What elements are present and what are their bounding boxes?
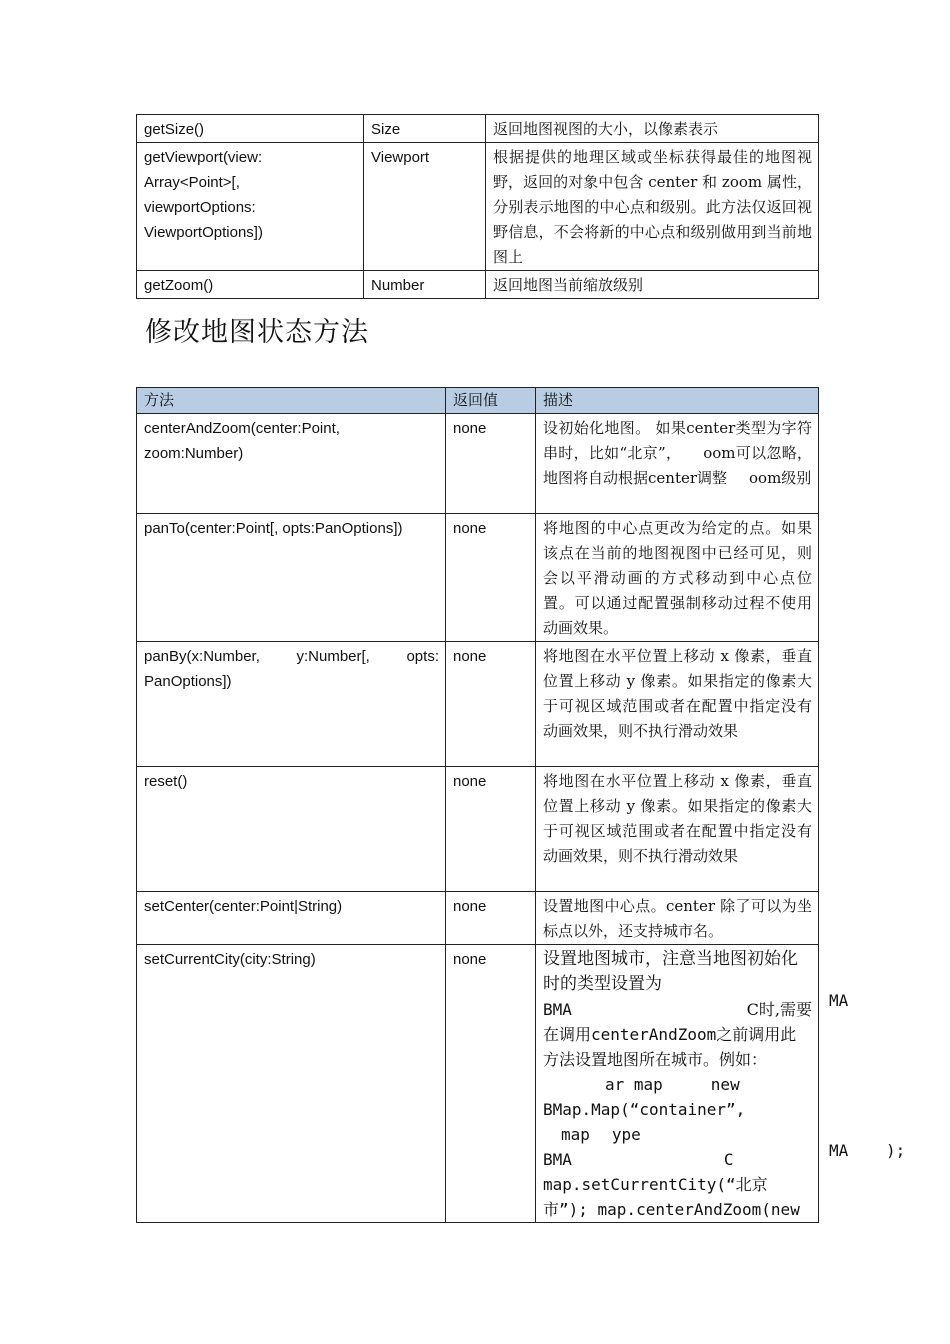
methods-table-top <box>136 114 819 299</box>
method-cell <box>137 143 364 271</box>
column-header-return: 返回值 <box>446 388 536 414</box>
method-line: zoom:Number) <box>144 445 244 462</box>
description-line: 设置地图城市，注意当地图初始化时的类型设置为 <box>543 949 798 994</box>
method-line: ViewportOptions]) <box>144 224 263 241</box>
method-cell: getZoom() <box>137 271 364 299</box>
table-row <box>137 414 819 514</box>
return-cell: Size <box>364 115 486 143</box>
method-cell: reset() <box>137 767 446 892</box>
description-text: 设初始化地图。 如果center类型为字符串时，比如“北京”， <box>543 419 812 462</box>
overflow-text: ); <box>886 1141 906 1160</box>
description-line: map.setCurrentCity(“北京市”); map.centerAndZoom(new <box>543 1175 800 1219</box>
overflow-text: MA <box>829 1141 849 1160</box>
method-part: opts: <box>406 648 439 665</box>
methods-table <box>136 387 819 1223</box>
description-cell: 根据提供的地理区域或坐标获得最佳的地图视野，返回的对象中包含 center 和 zoom 属性，分别表示地图的中心点和级别。此方法仅返回视野信息，不会将新的中心点和级别做用到当前地图上 <box>486 143 819 271</box>
column-header-method: 方法 <box>137 388 446 414</box>
table-row <box>137 514 819 642</box>
description-cell: 返回地图当前缩放级别 <box>486 271 819 299</box>
table-header-row <box>137 388 819 414</box>
method-cell: panTo(center:Point[, opts:PanOptions]) <box>137 514 446 642</box>
return-cell: Number <box>364 271 486 299</box>
method-part: PanOptions]) <box>144 673 232 690</box>
table-row <box>137 642 819 767</box>
description-text: oom可以忽略，地图将自动根据center调整 <box>543 444 812 487</box>
method-line: centerAndZoom(center:Point, <box>144 420 340 437</box>
description-line: BMA <box>543 1000 572 1019</box>
method-cell: setCenter(center:Point|String) <box>137 892 446 945</box>
table-row <box>137 767 819 892</box>
description-text: oom级别 <box>749 469 812 487</box>
table-row <box>137 892 819 945</box>
description-line: C时,需要 <box>746 1000 812 1019</box>
description-line: map <box>561 1125 590 1144</box>
table-row <box>137 945 819 1223</box>
return-cell: none <box>446 945 536 1223</box>
description-cell <box>536 414 819 514</box>
method-line: getViewport(view: <box>144 149 263 166</box>
method-cell: setCurrentCity(city:String) <box>137 945 446 1223</box>
description-cell: 将地图在水平位置上移动 x 像素，垂直位置上移动 y 像素。如果指定的像素大于可视区域范围或者在配置中指定没有动画效果，则不执行滑动效果 <box>536 642 819 767</box>
overflow-text: MA <box>829 991 849 1010</box>
return-cell: none <box>446 642 536 767</box>
return-cell: none <box>446 514 536 642</box>
description-line: ar map <box>605 1075 663 1094</box>
table-row <box>137 143 819 271</box>
method-part: y:Number[, <box>296 648 370 665</box>
description-line: BMA <box>543 1150 572 1169</box>
description-cell: 返回地图视图的大小，以像素表示 <box>486 115 819 143</box>
description-line: BMap.Map(“container”, <box>543 1100 746 1119</box>
description-line: new <box>710 1075 740 1094</box>
description-line: 在调用centerAndZoom之前调用此方法设置地图所在城市。例如： <box>543 1025 797 1069</box>
method-line: Array<Point>[, <box>144 174 240 191</box>
return-cell: none <box>446 892 536 945</box>
return-cell: none <box>446 414 536 514</box>
method-cell: getSize() <box>137 115 364 143</box>
description-line: C <box>723 1150 734 1169</box>
section-title: 修改地图状态方法 <box>145 317 369 348</box>
method-line: viewportOptions: <box>144 199 256 216</box>
return-cell: none <box>446 767 536 892</box>
description-line: ype <box>611 1125 641 1144</box>
description-cell: 设置地图中心点。center 除了可以为坐标点以外，还支持城市名。 <box>536 892 819 945</box>
column-header-description: 描述 <box>536 388 819 414</box>
method-part: panBy(x:Number, <box>144 648 260 665</box>
table-row <box>137 115 819 143</box>
description-cell: 将地图的中心点更改为给定的点。如果该点在当前的地图视图中已经可见，则会以平滑动画的方式移动到中心点位置。可以通过配置强制移动过程不使用动画效果。 <box>536 514 819 642</box>
description-cell: 将地图在水平位置上移动 x 像素，垂直位置上移动 y 像素。如果指定的像素大于可视区域范围或者在配置中指定没有动画效果，则不执行滑动效果 <box>536 767 819 892</box>
return-cell: Viewport <box>364 143 486 271</box>
method-cell <box>137 642 446 767</box>
method-cell <box>137 414 446 514</box>
table-row <box>137 271 819 299</box>
description-cell <box>536 945 819 1223</box>
